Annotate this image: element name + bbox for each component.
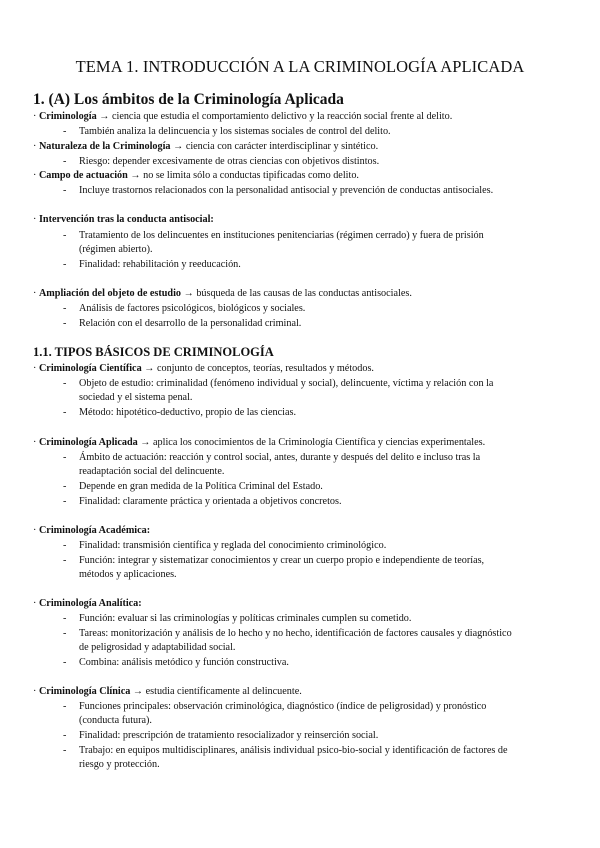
dash-marker: - xyxy=(63,481,67,492)
bullet-criminologia xyxy=(33,110,452,124)
sub-item: Tratamiento de los delincuentes en instituciones penitenciarias (régimen cerrado) y fuera de prisión xyxy=(79,230,484,241)
bullet-intervencion xyxy=(33,213,214,227)
sub-item: También analiza la delincuencia y los sistemas sociales de control del delito. xyxy=(79,126,391,137)
sub-item: Incluye trastornos relacionados con la personalidad antisocial y prevención de conductas antisociales. xyxy=(79,185,494,196)
sub-item: Finalidad: transmisión científica y reglada del conocimiento criminológico. xyxy=(79,540,387,551)
bullet-marker: · xyxy=(33,686,37,697)
dash-marker: - xyxy=(63,156,67,167)
definition-ampliacion: → búsqueda de las causas de las conductas antisociales. xyxy=(181,288,412,299)
sub-item: Ámbito de actuación: reacción y control social, antes, durante y después del delito e incluso tras la xyxy=(79,452,481,463)
term-intervencion: Intervención tras la conducta antisocial: xyxy=(38,214,214,225)
bullet-analitica xyxy=(33,597,142,611)
term-cientifica: Criminología Científica xyxy=(38,363,142,374)
definition-naturaleza: → ciencia con carácter interdisciplinar y sintético. xyxy=(170,141,379,152)
term-clinica: Criminología Clínica xyxy=(38,686,131,697)
dash-marker: - xyxy=(63,126,67,137)
sub-item: Trabajo: en equipos multidisciplinares, análisis individual psico-bio-social y identificación de factores de xyxy=(79,745,508,756)
term-ampliacion: Ampliación del objeto de estudio xyxy=(38,288,182,299)
term-campo: Campo de actuación xyxy=(38,170,128,181)
dash-marker: - xyxy=(63,745,67,756)
bullet-marker: · xyxy=(33,363,37,374)
sub-item: Finalidad: claramente práctica y orientada a objetivos concretos. xyxy=(79,496,342,507)
bullet-marker: · xyxy=(33,214,37,225)
dash-marker: - xyxy=(63,496,67,507)
dash-marker: - xyxy=(63,730,67,741)
sub-item-continuation: riesgo y protección. xyxy=(79,759,160,770)
dash-marker: - xyxy=(63,303,67,314)
dash-marker: - xyxy=(63,318,67,329)
sub-item-continuation: (régimen abierto). xyxy=(79,244,153,255)
bullet-campo xyxy=(33,169,359,183)
term-analitica: Criminología Analítica: xyxy=(38,598,142,609)
sub-item: Finalidad: prescripción de tratamiento resocializador y reinserción social. xyxy=(79,730,379,741)
document-title: TEMA 1. INTRODUCCIÓN A LA CRIMINOLOGÍA APLICADA xyxy=(75,57,525,76)
sub-item: Función: integrar y sistematizar conocimientos y crear un cuerpo propio e independiente de teorías, xyxy=(79,555,485,566)
bullet-marker: · xyxy=(33,111,37,122)
bullet-marker: · xyxy=(33,170,37,181)
term-academica: Criminología Académica: xyxy=(38,525,151,536)
bullet-aplicada xyxy=(33,436,485,450)
sub-item: Método: hipotético-deductivo, propio de las ciencias. xyxy=(79,407,296,418)
definition-clinica: → estudia científicamente al delincuente. xyxy=(130,686,302,697)
definition-aplicada: → aplica los conocimientos de la Criminología Científica y ciencias experimentales. xyxy=(137,437,486,448)
dash-marker: - xyxy=(63,452,67,463)
dash-marker: - xyxy=(63,613,67,624)
dash-marker: - xyxy=(63,407,67,418)
bullet-academica xyxy=(33,524,150,538)
sub-item: Depende en gran medida de la Política Criminal del Estado. xyxy=(79,481,323,492)
sub-item: Análisis de factores psicológicos, biológicos y sociales. xyxy=(79,303,306,314)
sub-item-continuation: métodos y aplicaciones. xyxy=(79,569,177,580)
term-aplicada: Criminología Aplicada xyxy=(38,437,138,448)
sub-item: Finalidad: rehabilitación y reeducación. xyxy=(79,259,241,270)
sub-item: Función: evaluar si las criminologías y políticas criminales cumplen su cometido. xyxy=(79,613,412,624)
bullet-marker: · xyxy=(33,598,37,609)
sub-item: Tareas: monitorización y análisis de lo hecho y no hecho, identificación de factores causales y diagnóstico xyxy=(79,628,512,639)
sub-item: Relación con el desarrollo de la personalidad criminal. xyxy=(79,318,302,329)
dash-marker: - xyxy=(63,701,67,712)
dash-marker: - xyxy=(63,657,67,668)
section-heading-ambitos: 1. (A) Los ámbitos de la Criminología Aplicada xyxy=(33,91,344,108)
dash-marker: - xyxy=(63,259,67,270)
sub-item-continuation: sociedad y el sistema penal. xyxy=(79,392,193,403)
dash-marker: - xyxy=(63,540,67,551)
dash-marker: - xyxy=(63,628,67,639)
term-naturaleza: Naturaleza de la Criminología xyxy=(38,141,171,152)
bullet-marker: · xyxy=(33,141,37,152)
sub-item-continuation: (conducta futura). xyxy=(79,715,152,726)
dash-marker: - xyxy=(63,185,67,196)
term-criminologia: Criminología xyxy=(38,111,97,122)
definition-criminologia: → ciencia que estudia el comportamiento delictivo y la reacción social frente al delito. xyxy=(96,111,453,122)
bullet-cientifica xyxy=(33,362,374,376)
sub-item-continuation: de peligrosidad y adaptabilidad social. xyxy=(79,642,236,653)
definition-campo: → no se limita sólo a conductas tipificadas como delito. xyxy=(127,170,359,181)
bullet-marker: · xyxy=(33,437,37,448)
sub-item-continuation: readaptación social del delincuente. xyxy=(79,466,225,477)
section-heading-tipos: 1.1. TIPOS BÁSICOS DE CRIMINOLOGÍA xyxy=(33,345,274,359)
dash-marker: - xyxy=(63,378,67,389)
dash-marker: - xyxy=(63,230,67,241)
definition-cientifica: → conjunto de conceptos, teorías, resultados y métodos. xyxy=(141,363,374,374)
bullet-ampliacion xyxy=(33,287,412,301)
bullet-marker: · xyxy=(33,288,37,299)
sub-item: Objeto de estudio: criminalidad (fenómeno individual y social), delincuente, víctima y relación con la xyxy=(79,378,494,389)
sub-item: Riesgo: depender excesivamente de otras ciencias con objetivos distintos. xyxy=(79,156,380,167)
bullet-naturaleza xyxy=(33,140,378,154)
sub-item: Combina: análisis metódico y función constructiva. xyxy=(79,657,289,668)
dash-marker: - xyxy=(63,555,67,566)
bullet-marker: · xyxy=(33,525,37,536)
bullet-clinica xyxy=(33,685,302,699)
sub-item: Funciones principales: observación criminológica, diagnóstico (índice de peligrosidad) y pronóstico xyxy=(79,701,487,712)
